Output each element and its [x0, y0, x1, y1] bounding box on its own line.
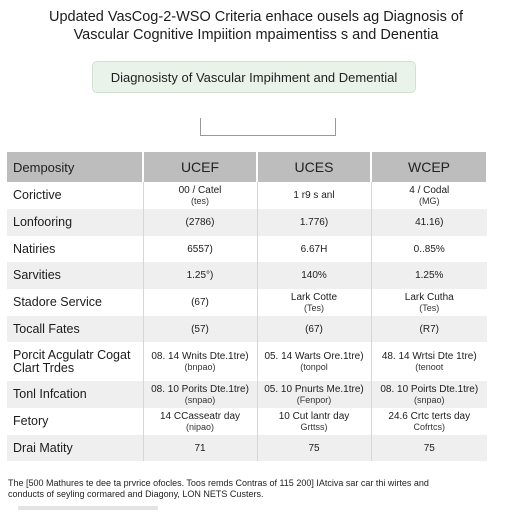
subtitle-box: Diagnosisty of Vascular Impihment and Demential [92, 61, 416, 93]
table-cell [371, 209, 487, 236]
table-cell [257, 182, 371, 209]
cell-subvalue: (tonpol [300, 361, 328, 372]
header-ucef: UCEF [143, 152, 257, 182]
table-row [7, 262, 487, 289]
row-label: Fetory [7, 408, 143, 435]
cell-value: 14 CCasseatr day [159, 410, 241, 422]
header-demposity: Demposity [7, 152, 143, 182]
cell-subvalue: (Tes) [419, 302, 440, 313]
table-body [7, 182, 487, 461]
table-cell [143, 236, 257, 262]
table-row [7, 182, 487, 209]
cell-value: (67) [305, 323, 323, 335]
cell-value: 6557) [187, 243, 213, 255]
cell-value: 1.25% [415, 270, 444, 281]
row-label: Sarvities [7, 262, 143, 289]
header-uces: UCES [257, 152, 371, 182]
cell-value: 41.16) [415, 217, 444, 228]
table-cell [371, 408, 487, 435]
table-row [7, 289, 487, 316]
cell-value: 05. 14 Warts Ore.1tre) [264, 350, 364, 362]
header-wcep: WCEP [371, 152, 487, 182]
faded-text-line [18, 506, 158, 510]
cell-subvalue: (MG) [419, 195, 440, 206]
row-label: Natiries [7, 236, 143, 262]
footnote-line-1: The [500 Mathures te dee ta prvrice ofocles. Toos remds Contras of 115 200] IAtciva sar car thi wirtes and [8, 478, 429, 488]
cell-subvalue: Cofrtcs) [413, 421, 445, 432]
cell-value: 1 r9 s anl [293, 190, 335, 201]
cell-subvalue: (nipao) [185, 421, 214, 432]
cell-value: 75 [308, 442, 320, 454]
row-label: Tocall Fates [7, 316, 143, 342]
cell-value: Lark Cutha [404, 291, 454, 303]
table-cell [371, 236, 487, 262]
row-label: Lonfooring [7, 209, 143, 236]
page-title [0, 8, 512, 44]
table-cell [257, 209, 371, 236]
table-cell [371, 182, 487, 209]
table-cell [257, 342, 371, 381]
table-cell [143, 289, 257, 316]
cell-value: 140% [301, 270, 327, 281]
table-row [7, 381, 487, 408]
cell-subvalue: (snpao) [184, 394, 216, 405]
cell-value: 05. 10 Pnurts Me.1tre) [264, 383, 364, 395]
table-row [7, 209, 487, 236]
cell-value: 1.776) [299, 217, 329, 228]
page-title-line-1: Updated VasCog-2-WSO Criteria enhace ousels ag Diagnosis of [49, 9, 463, 25]
table-cell [143, 316, 257, 342]
table-cell [257, 435, 371, 461]
table-cell [143, 209, 257, 236]
cell-value: 48. 14 Wrtsi Dte 1tre) [381, 350, 477, 362]
cell-subvalue: (tes) [191, 195, 209, 206]
table-cell [257, 262, 371, 289]
footnote [8, 478, 506, 500]
row-label: Stadore Service [7, 289, 143, 316]
cell-subvalue: (snpao) [413, 394, 445, 405]
cell-value: (2786) [185, 217, 215, 228]
cell-subvalue: Grttss) [300, 421, 328, 432]
cell-value: (57) [191, 323, 209, 335]
page-title-line-2: Vascular Cognitive Impiition mpaimentiss s and Denentia [73, 27, 439, 43]
row-label: Porcit Acgulatr Cogat Clart Trdes [7, 342, 143, 381]
cell-value: 75 [423, 442, 435, 454]
table-cell [371, 262, 487, 289]
table-cell [143, 182, 257, 209]
table-cell [257, 316, 371, 342]
table-cell [143, 381, 257, 408]
cell-value: 1.25°) [186, 270, 214, 281]
table-cell [143, 342, 257, 381]
cell-value: 0..85% [413, 243, 445, 255]
table-header-row [7, 152, 487, 182]
connector-right [335, 118, 336, 136]
table-cell [143, 435, 257, 461]
cell-value: 10 Cut lantr day [278, 410, 350, 422]
criteria-table [7, 152, 488, 461]
table-cell [371, 316, 487, 342]
connector-lines [200, 118, 336, 136]
footnote-line-2: conducts of seyling cormared and Diagony, LON NETS Custers. [8, 489, 264, 499]
cell-value: 71 [194, 442, 206, 454]
cell-subvalue: (tenoot [415, 361, 444, 372]
connector-bar [200, 135, 336, 136]
cell-subvalue: (Tes) [304, 302, 324, 313]
row-label: Tonl Infcation [7, 381, 143, 408]
table-cell [371, 342, 487, 381]
table-cell [371, 289, 487, 316]
table-row [7, 342, 487, 381]
cell-value: Lark Cotte [290, 291, 338, 303]
cell-value: 08. 10 Poirts Dte.1tre) [380, 383, 479, 395]
table-cell [143, 408, 257, 435]
cell-value: (R7) [419, 323, 439, 335]
cell-subvalue: (bnpao) [184, 361, 216, 372]
table-cell [257, 408, 371, 435]
table-cell [371, 381, 487, 408]
table-cell [257, 289, 371, 316]
cell-value: 24.6 Crtc terts day [388, 410, 471, 422]
cell-value: 00 / Catel [178, 184, 222, 196]
row-label: Corictive [7, 182, 143, 209]
cell-value: 6.67H [300, 243, 328, 255]
cell-value: 08. 14 Wnits Dte.1tre) [151, 350, 249, 362]
connector-left [200, 118, 201, 136]
cell-value: 08. 10 Porits Dte.1tre) [151, 383, 249, 395]
cell-value: (67) [191, 297, 209, 308]
cell-value: 4 / Codal [409, 184, 450, 196]
table-cell [143, 262, 257, 289]
table-cell [371, 435, 487, 461]
row-label: Drai Matity [7, 435, 143, 461]
cell-subvalue: (Fenpor) [296, 394, 332, 405]
table-row [7, 435, 487, 461]
table-row [7, 408, 487, 435]
table-row [7, 236, 487, 262]
table-cell [257, 236, 371, 262]
table-cell [257, 381, 371, 408]
table-row [7, 316, 487, 342]
